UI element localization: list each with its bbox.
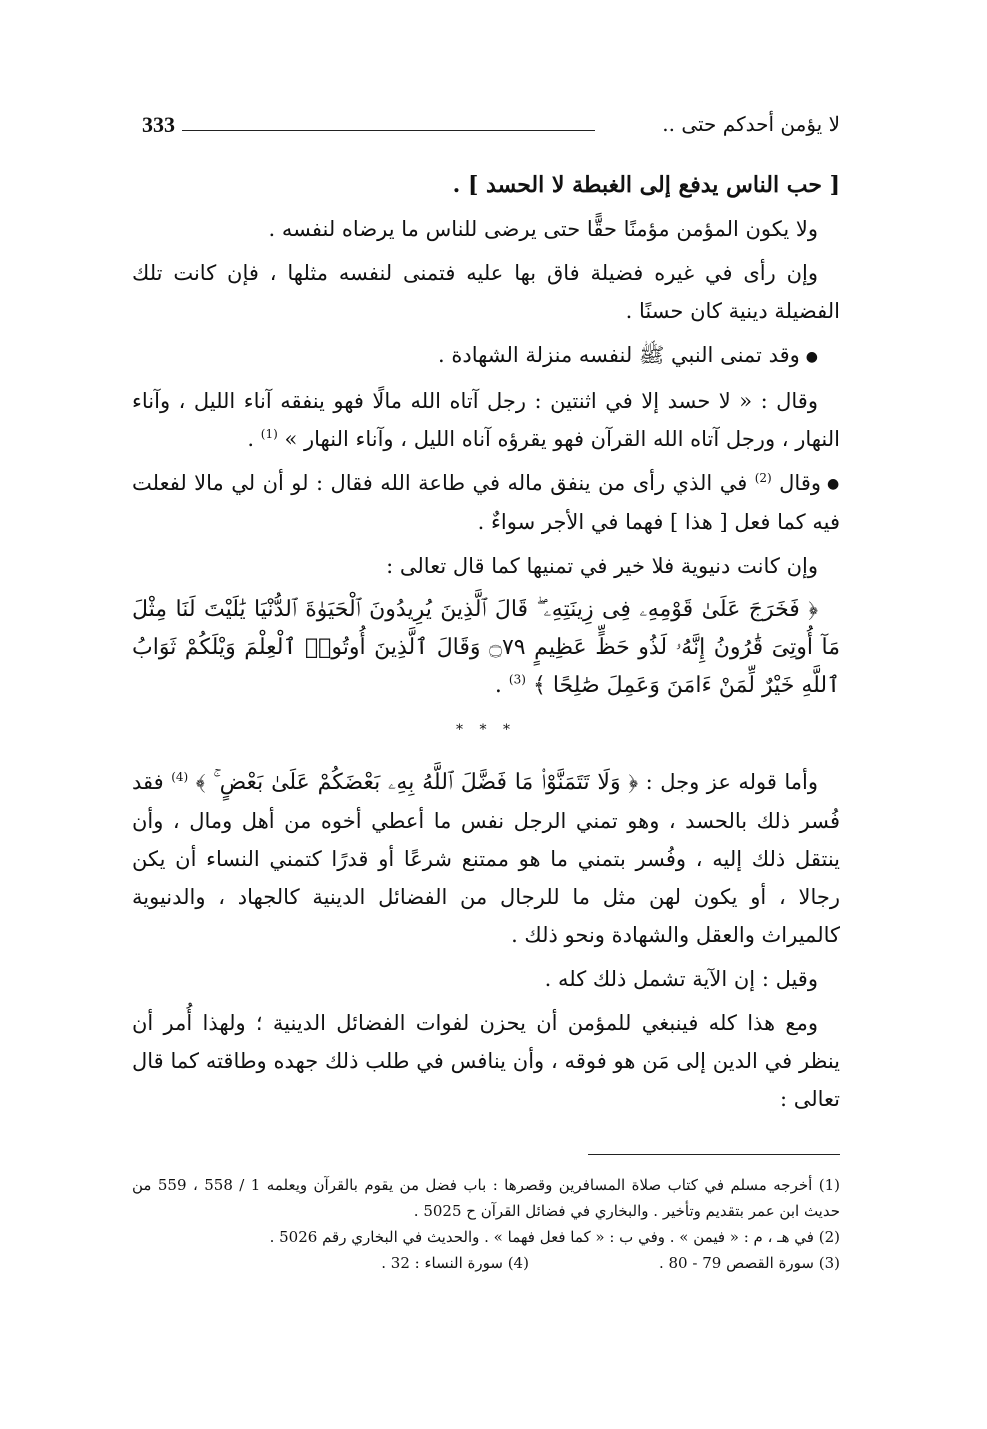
footnote-ref: (1): [260, 426, 278, 441]
running-title: لا يؤمن أحدكم حتى ..: [662, 112, 840, 136]
paragraph-text: وقال: [779, 470, 822, 495]
paragraph: وقيل : إن الآية تشمل ذلك كله .: [544, 967, 818, 991]
paragraph-text: وأما قوله عز وجل :: [638, 770, 819, 794]
verse-text: ﴿ وَلَا تَتَمَنَّوْا۟ مَا فَضَّلَ ٱللَّهُ بِهِۦ بَعْضَكُمْ عَلَىٰ بَعْضٍ ۚ ﴾: [195, 770, 639, 795]
spacer: [529, 1250, 659, 1276]
paragraph: [132, 464, 840, 542]
footnotes: [132, 1172, 840, 1276]
section-heading: [ حب الناس يدفع إلى الغبطة لا الحسد ] .: [452, 172, 840, 198]
paragraph-text: في الذي رأى من ينفق ماله في طاعة الله فقال : لو أن لي مالا لفعلت فيه كما فعل [ هذا ] فهما في الأجر سواءٌ .: [132, 470, 840, 534]
paragraph-text: فقد فُسر ذلك بالحسد ، وهو تمني الرجل نفس ما أعطي أخوه من أهل ومال ، وأن ينتقل ذلك إليه ، وفُسر بتمني ما هو ممتنع شرعًا أو قدرًا كتمني النساء أن يكن رجالا ، أو يكون لهن مثل ما للرجال من الفضائل الدينية كالجهاد ، والدنيوية كالميراث والعقل والشهادة ونحو ذلك .: [132, 770, 840, 947]
footnote-4: (4) سورة النساء : 32 .: [381, 1254, 529, 1272]
punct: .: [494, 673, 509, 698]
bullet-icon: ●: [827, 476, 841, 492]
running-header: [142, 112, 840, 146]
header-rule: [182, 130, 595, 131]
section-separator: * * *: [456, 722, 516, 738]
paragraph: [132, 382, 840, 458]
footnote-separator: [588, 1154, 840, 1155]
verse-text: ﴿ فَخَرَجَ عَلَىٰ قَوْمِهِۦ فِى زِينَتِهِۦ ۖ قَالَ ٱلَّذِينَ يُرِيدُونَ ٱلْحَيَوٰةَ ٱلدُّنْيَا يَٰلَيْتَ لَنَا مِثْلَ مَآ أُوتِىَ قَٰرُونُ إِنَّهُۥ لَذُو حَظٍّ عَظِيمٍ ۝٧٩ وَقَالَ ٱلَّذِينَ أُوتُوا۟ ٱلْعِلْمَ وَيْلَكُمْ ثَوَابُ ٱللَّهِ خَيْرٌ لِّمَنْ ءَامَنَ وَعَمِلَ صَٰلِحًا ﴾: [132, 597, 840, 698]
page-number: 333: [142, 112, 175, 137]
footnote-ref: (3): [508, 672, 526, 687]
footnote-1: (1) أخرجه مسلم في كتاب صلاة المسافرين وقصرها : باب فضل من يقوم بالقرآن ويعلمه 1 / 558 ، 559 من حديث ابن عمر بتقديم وتأخير . والبخاري في فضائل القرآن ح 5025 .: [132, 1176, 840, 1220]
footnote-2: (2) في هـ ، م : « فيمن » . وفي ب : « كما فعل فهما » . والحديث في البخاري رقم 5026 .: [269, 1228, 840, 1246]
paragraph: [132, 336, 840, 376]
footnote-ref: (2): [754, 470, 772, 485]
main-text: [132, 166, 840, 1124]
paragraph: وإن رأى في غيره فضيلة فاق بها عليه فتمنى لنفسه مثلها ، فإن كانت تلك الفضيلة دينية كان حسنًا .: [132, 261, 840, 323]
paragraph-text: وقد تمنى النبي ﷺ لنفسه منزلة الشهادة .: [437, 343, 800, 367]
quran-verse: [132, 591, 840, 705]
bullet-icon: ●: [805, 348, 818, 365]
footnote-ref: (4): [171, 770, 189, 784]
hadith-text: وقال : « لا حسد إلا في اثنتين : رجل آتاه الله مالًا فهو ينفقه آناء الليل ، وآناء النهار ، ورجل آتاه الله القرآن فهو يقرؤه آناه الليل ، وآناء النهار »: [132, 388, 840, 451]
paragraph: وإن كانت دنيوية فلا خير في تمنيها كما قال تعالى :: [386, 554, 818, 578]
paragraph: [132, 763, 840, 954]
footnote-3: (3) سورة القصص 79 - 80 .: [658, 1254, 840, 1272]
footnote-row: [132, 1250, 840, 1276]
punct: .: [247, 426, 261, 451]
paragraph: ولا يكون المؤمن مؤمنًا حقًّا حتى يرضى للناس ما يرضاه لنفسه .: [268, 217, 818, 241]
paragraph: ومع هذا كله فينبغي للمؤمن أن يحزن لفوات الفضائل الدينية ؛ ولهذا أُمر أن ينظر في الدين إلى مَن هو فوقه ، وأن ينافس في طلب ذلك جهده وطاقته كما قال تعالى :: [132, 1011, 840, 1111]
